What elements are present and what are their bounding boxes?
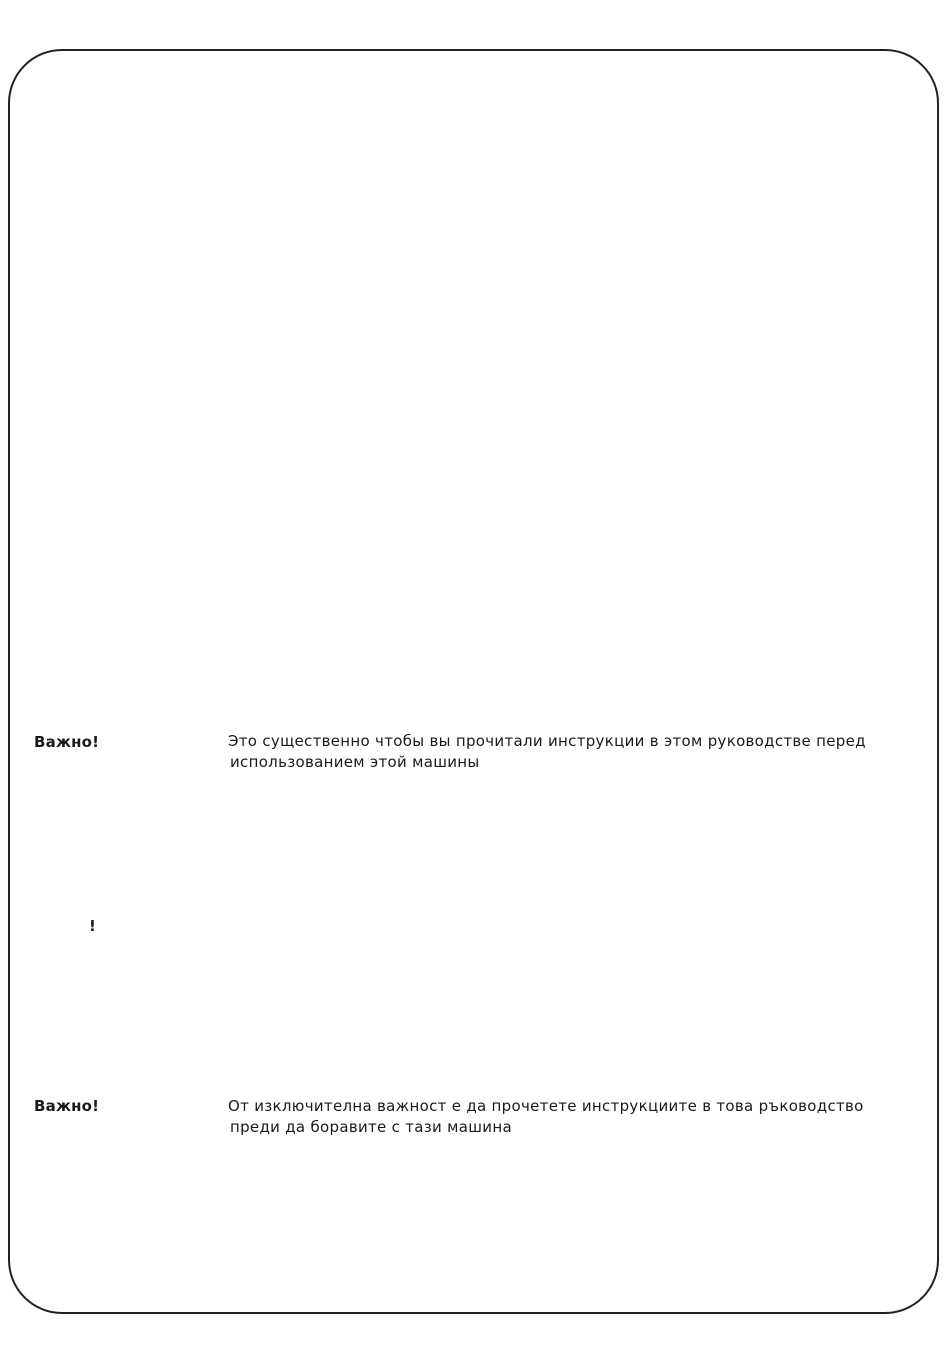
notice-text-bulgarian — [228, 1096, 928, 1138]
notice-text-line: преди да боравите с тази машина — [230, 1118, 512, 1136]
notice-label-russian: Важно! — [34, 733, 100, 751]
exclamation-mark: ! — [89, 917, 96, 935]
notice-text-line: использованием этой машины — [230, 753, 480, 771]
notice-text-line: От изключителна важност е да прочетете инструкциите в това ръководство — [228, 1097, 864, 1115]
notice-label-bulgarian: Важно! — [34, 1097, 100, 1115]
notice-text-line: Это существенно чтобы вы прочитали инструкции в этом руководстве перед — [228, 732, 866, 750]
notice-text-russian — [228, 731, 928, 773]
